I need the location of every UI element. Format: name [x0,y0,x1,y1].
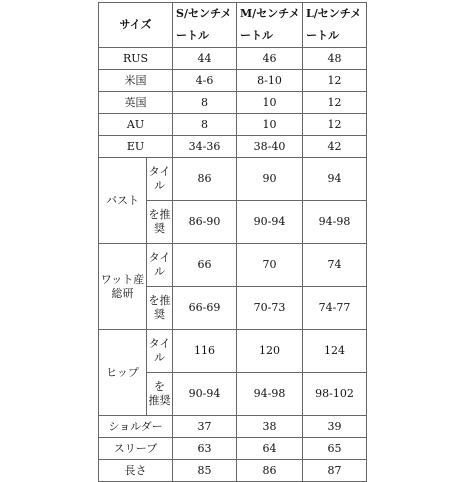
cell-value: 10 [237,114,303,136]
cell-value: 12 [303,70,367,92]
cell-value: 94-98 [303,201,367,244]
cell-value: 116 [173,330,237,373]
sub-label: を推 奨 [147,287,173,330]
cell-value: 39 [303,416,367,438]
cell-value: 86 [237,460,303,482]
cell-value: 66 [173,244,237,287]
header-row [99,3,367,48]
size-header-cell: サイズ [99,3,173,48]
cell-value: 37 [173,416,237,438]
sub-label: を 推奨 [147,373,173,416]
table-row [99,70,367,92]
cell-value: 64 [237,438,303,460]
cell-value: 42 [303,136,367,158]
cell-value: 4-6 [173,70,237,92]
group-label-hip: ヒップ [99,330,147,416]
cell-value: 74 [303,244,367,287]
cell-value: 74-77 [303,287,367,330]
cell-value: 38-40 [237,136,303,158]
cell-value: 70 [237,244,303,287]
cell-value: 8-10 [237,70,303,92]
cell-value: 10 [237,92,303,114]
cell-value: 44 [173,48,237,70]
cell-value: 90-94 [237,201,303,244]
size-chart-table [98,2,367,482]
row-label: 英国 [99,92,173,114]
cell-value: 86-90 [173,201,237,244]
cell-value: 90-94 [173,373,237,416]
table-row [99,438,367,460]
cell-value: 12 [303,114,367,136]
cell-value: 94-98 [237,373,303,416]
cell-value: 94 [303,158,367,201]
cell-value: 34-36 [173,136,237,158]
row-label: RUS [99,48,173,70]
table-row [99,244,367,287]
table-row [99,416,367,438]
cell-value: 38 [237,416,303,438]
cell-value: 12 [303,92,367,114]
header-col-l: L/センチメ ートル [303,3,367,48]
cell-value: 120 [237,330,303,373]
row-label: AU [99,114,173,136]
table-row [99,330,367,373]
header-col-m: M/センチメ ートル [237,3,303,48]
cell-value: 85 [173,460,237,482]
row-label: 米国 [99,70,173,92]
cell-value: 46 [237,48,303,70]
group-label-waist: ワット産 総研 [99,244,147,330]
cell-value: 124 [303,330,367,373]
cell-value: 70-73 [237,287,303,330]
group-label-bust: バスト [99,158,147,244]
sub-label: タイ ル [147,244,173,287]
cell-value: 87 [303,460,367,482]
table-row [99,158,367,201]
row-label: スリーブ [99,438,173,460]
table-row [99,48,367,70]
table-row [99,136,367,158]
cell-value: 65 [303,438,367,460]
table-row [99,114,367,136]
sub-label: タイ ル [147,158,173,201]
sub-label: を推 奨 [147,201,173,244]
sub-label: タイ ル [147,330,173,373]
cell-value: 98-102 [303,373,367,416]
row-label: 長さ [99,460,173,482]
cell-value: 90 [237,158,303,201]
table-row [99,460,367,482]
cell-value: 86 [173,158,237,201]
cell-value: 48 [303,48,367,70]
row-label: EU [99,136,173,158]
cell-value: 66-69 [173,287,237,330]
row-label: ショルダー [99,416,173,438]
cell-value: 63 [173,438,237,460]
cell-value: 8 [173,114,237,136]
table-row [99,92,367,114]
header-col-s: S/センチメ ートル [173,3,237,48]
cell-value: 8 [173,92,237,114]
